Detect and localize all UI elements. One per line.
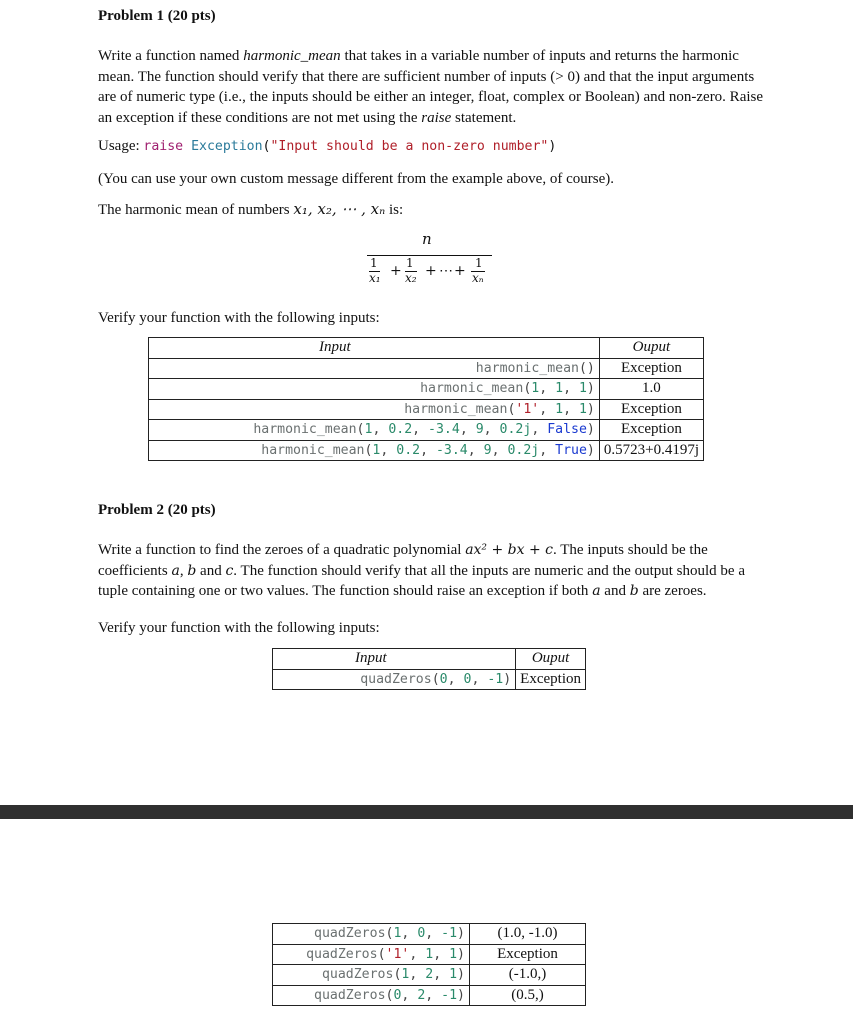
problem-2-test-table: [272, 648, 586, 690]
input-cell: quadZeros(1, 0, -1): [273, 924, 470, 945]
hm-text: The harmonic mean of numbers: [98, 202, 294, 218]
formula-one-b: 1: [406, 256, 414, 270]
p2-text-a: Write a function to find the zeroes of a quadratic polynomial: [98, 542, 466, 558]
problem-1-test-table: [148, 337, 704, 461]
input-cell: quadZeros(1, 2, 1): [273, 965, 470, 986]
p2-text-b: . The inputs should be the coefficients: [98, 542, 708, 579]
polynomial: ax² + bx + c: [465, 542, 554, 558]
formula-xn: xₙ: [472, 271, 484, 285]
p2-and-2: and: [600, 583, 630, 599]
usage-label: Usage:: [98, 138, 144, 154]
problem-1-description: [98, 46, 766, 128]
formula-plus-b: +: [425, 263, 437, 279]
formula-x2: x₂: [405, 271, 417, 285]
problem-2-description: [98, 540, 766, 602]
output-cell: (1.0, -1.0): [470, 924, 586, 945]
formula-one-c: 1: [475, 256, 483, 270]
input-cell: harmonic_mean(1, 0.2, -3.4, 9, 0.2j, False): [149, 420, 600, 441]
problem-2-title: Problem 2 (20 pts): [98, 502, 216, 518]
hm-variables: x₁, x₂, ⋯ , xₙ: [293, 200, 386, 218]
table-row: [273, 924, 586, 945]
table-row: [273, 985, 586, 1006]
code-open-paren: (: [262, 139, 271, 154]
desc-text-b: that takes in a variable number of inputs and returns the harmonic mean. The function should verify that there are sufficient number of inputs (> 0) and that the input arguments are of numeric type (i.e., the inputs should be either an integer, float, complex or Boolean) and non-zero. Raise an exception if these conditions are not met using the: [98, 48, 764, 126]
formula-fraction-bar: [367, 255, 492, 256]
output-cell: Exception: [516, 669, 586, 690]
table-row: [273, 944, 586, 965]
var-a-2: a: [592, 583, 601, 599]
problem-1-verify-text: Verify your function with the following inputs:: [98, 310, 380, 326]
output-cell: (0.5,): [470, 985, 586, 1006]
code-close-paren: ): [548, 139, 557, 154]
input-cell: quadZeros('1', 1, 1): [273, 944, 470, 965]
table-header-row: [273, 649, 586, 670]
input-cell: harmonic_mean(): [149, 358, 600, 379]
code-exception: Exception: [191, 139, 263, 154]
header-input: Input: [273, 649, 516, 670]
raise-keyword: raise: [421, 109, 452, 126]
output-cell: Exception: [470, 944, 586, 965]
harmonic-mean-formula: [360, 230, 495, 292]
p2-text-d: . The function should verify that all the inputs are numeric and the output should be a tuple containing one or two values. The function should raise an exception if both: [98, 562, 745, 599]
problem-1-title: Problem 1 (20 pts): [98, 8, 216, 24]
var-c: c: [225, 562, 234, 579]
output-cell: (-1.0,): [470, 965, 586, 986]
input-cell: harmonic_mean(1, 0.2, -3.4, 9, 0.2j, True): [149, 440, 600, 461]
harmonic-mean-intro: [98, 200, 403, 219]
p2-text-e: are zeroes.: [638, 583, 707, 599]
formula-dots: ⋯: [439, 263, 453, 279]
var-b: b: [187, 562, 197, 579]
function-name: harmonic_mean: [243, 48, 341, 64]
table-row: [149, 399, 704, 420]
custom-message-note: (You can use your own custom message different from the example above, of course).: [98, 171, 614, 187]
output-cell: Exception: [599, 420, 703, 441]
var-a: a: [171, 562, 180, 579]
code-raise: raise: [143, 139, 184, 154]
output-cell: 1.0: [599, 379, 703, 400]
formula-numerator: n: [422, 230, 432, 248]
hm-is: is:: [385, 202, 404, 218]
p2-and-1: and: [196, 562, 226, 579]
desc-text-c: statement.: [451, 109, 517, 126]
input-cell: harmonic_mean(1, 1, 1): [149, 379, 600, 400]
desc-text-a: Write a function named: [98, 48, 244, 64]
table-row: [273, 669, 586, 690]
header-output: Ouput: [599, 338, 703, 359]
code-fn: harmonic_mean: [475, 360, 579, 376]
table-row: [149, 420, 704, 441]
header-input: Input: [149, 338, 600, 359]
problem-2-test-table-continued: [272, 923, 586, 1006]
header-output: Ouput: [516, 649, 586, 670]
input-cell: harmonic_mean('1', 1, 1): [149, 399, 600, 420]
table-row: [149, 379, 704, 400]
usage-line: [98, 138, 556, 155]
var-b-2: b: [629, 583, 639, 599]
page-break-divider: [0, 805, 853, 819]
p2-comma: ,: [179, 562, 188, 579]
output-cell: Exception: [599, 399, 703, 420]
input-cell: quadZeros(0, 2, -1): [273, 985, 470, 1006]
formula-x1: x₁: [369, 271, 381, 285]
formula-plus-c: +: [454, 263, 466, 279]
input-cell: quadZeros(0, 0, -1): [273, 669, 516, 690]
formula-plus-a: +: [390, 263, 402, 279]
formula-one-a: 1: [370, 256, 378, 270]
table-row: [149, 440, 704, 461]
problem-2-verify-text: Verify your function with the following inputs:: [98, 620, 380, 636]
code-message: "Input should be a non-zero number": [270, 139, 549, 154]
output-cell: 0.5723+0.4197j: [599, 440, 703, 461]
table-row: [273, 965, 586, 986]
table-row: [149, 358, 704, 379]
output-cell: Exception: [599, 358, 703, 379]
table-header-row: [149, 338, 704, 359]
